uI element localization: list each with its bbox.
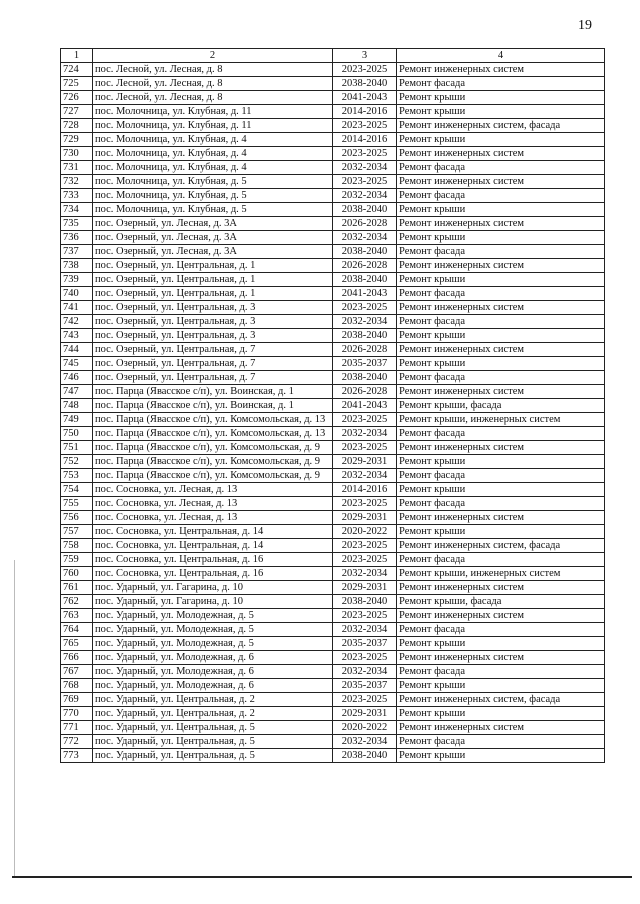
address-cell: пос. Сосновка, ул. Центральная, д. 16 bbox=[93, 567, 333, 581]
work-type-cell: Ремонт инженерных систем bbox=[397, 147, 605, 161]
address-cell: пос. Озерный, ул. Лесная, д. 3А bbox=[93, 231, 333, 245]
row-number: 764 bbox=[61, 623, 93, 637]
row-number: 739 bbox=[61, 273, 93, 287]
period-cell: 2014-2016 bbox=[333, 105, 397, 119]
row-number: 726 bbox=[61, 91, 93, 105]
row-number: 728 bbox=[61, 119, 93, 133]
period-cell: 2026-2028 bbox=[333, 385, 397, 399]
address-cell: пос. Озерный, ул. Центральная, д. 7 bbox=[93, 357, 333, 371]
address-cell: пос. Ударный, ул. Молодежная, д. 6 bbox=[93, 651, 333, 665]
work-type-cell: Ремонт фасада bbox=[397, 553, 605, 567]
table-row bbox=[61, 63, 605, 77]
address-cell: пос. Молочница, ул. Клубная, д. 5 bbox=[93, 189, 333, 203]
row-number: 773 bbox=[61, 749, 93, 763]
address-cell: пос. Ударный, ул. Молодежная, д. 6 bbox=[93, 679, 333, 693]
address-cell: пос. Сосновка, ул. Лесная, д. 13 bbox=[93, 511, 333, 525]
row-number: 738 bbox=[61, 259, 93, 273]
period-cell: 2023-2025 bbox=[333, 609, 397, 623]
row-number: 737 bbox=[61, 245, 93, 259]
row-number: 756 bbox=[61, 511, 93, 525]
table-row bbox=[61, 413, 605, 427]
repair-schedule-table bbox=[60, 48, 605, 763]
row-number: 751 bbox=[61, 441, 93, 455]
work-type-cell: Ремонт инженерных систем bbox=[397, 63, 605, 77]
work-type-cell: Ремонт крыши bbox=[397, 329, 605, 343]
address-cell: пос. Озерный, ул. Центральная, д. 1 bbox=[93, 273, 333, 287]
table-row bbox=[61, 133, 605, 147]
table-row bbox=[61, 567, 605, 581]
work-type-cell: Ремонт крыши bbox=[397, 637, 605, 651]
work-type-cell: Ремонт крыши bbox=[397, 483, 605, 497]
period-cell: 2038-2040 bbox=[333, 77, 397, 91]
row-number: 740 bbox=[61, 287, 93, 301]
row-number: 735 bbox=[61, 217, 93, 231]
work-type-cell: Ремонт крыши, инженерных систем bbox=[397, 567, 605, 581]
work-type-cell: Ремонт инженерных систем bbox=[397, 343, 605, 357]
work-type-cell: Ремонт инженерных систем bbox=[397, 259, 605, 273]
row-number: 761 bbox=[61, 581, 93, 595]
address-cell: пос. Ударный, ул. Центральная, д. 2 bbox=[93, 693, 333, 707]
work-type-cell: Ремонт инженерных систем bbox=[397, 385, 605, 399]
table-row bbox=[61, 539, 605, 553]
row-number: 753 bbox=[61, 469, 93, 483]
work-type-cell: Ремонт крыши, инженерных систем bbox=[397, 413, 605, 427]
period-cell: 2020-2022 bbox=[333, 525, 397, 539]
table-row bbox=[61, 287, 605, 301]
table-row bbox=[61, 511, 605, 525]
period-cell: 2032-2034 bbox=[333, 469, 397, 483]
work-type-cell: Ремонт инженерных систем bbox=[397, 175, 605, 189]
table-row bbox=[61, 189, 605, 203]
table-row bbox=[61, 497, 605, 511]
period-cell: 2038-2040 bbox=[333, 273, 397, 287]
scan-bottom-border bbox=[12, 876, 632, 878]
period-cell: 2032-2034 bbox=[333, 735, 397, 749]
work-type-cell: Ремонт крыши bbox=[397, 133, 605, 147]
row-number: 725 bbox=[61, 77, 93, 91]
period-cell: 2029-2031 bbox=[333, 511, 397, 525]
work-type-cell: Ремонт фасада bbox=[397, 287, 605, 301]
address-cell: пос. Парца (Явасское с/п), ул. Комсомольская, д. 13 bbox=[93, 427, 333, 441]
table-row bbox=[61, 651, 605, 665]
period-cell: 2038-2040 bbox=[333, 749, 397, 763]
table-row bbox=[61, 315, 605, 329]
address-cell: пос. Ударный, ул. Центральная, д. 5 bbox=[93, 735, 333, 749]
period-cell: 2023-2025 bbox=[333, 119, 397, 133]
period-cell: 2041-2043 bbox=[333, 287, 397, 301]
period-cell: 2038-2040 bbox=[333, 203, 397, 217]
table-row bbox=[61, 721, 605, 735]
row-number: 759 bbox=[61, 553, 93, 567]
work-type-cell: Ремонт фасада bbox=[397, 623, 605, 637]
table-row bbox=[61, 441, 605, 455]
address-cell: пос. Озерный, ул. Центральная, д. 3 bbox=[93, 329, 333, 343]
period-cell: 2032-2034 bbox=[333, 623, 397, 637]
work-type-cell: Ремонт инженерных систем, фасада bbox=[397, 693, 605, 707]
work-type-cell: Ремонт инженерных систем bbox=[397, 721, 605, 735]
address-cell: пос. Ударный, ул. Молодежная, д. 5 bbox=[93, 623, 333, 637]
work-type-cell: Ремонт крыши bbox=[397, 203, 605, 217]
table-row bbox=[61, 469, 605, 483]
address-cell: пос. Парца (Явасское с/п), ул. Комсомольская, д. 13 bbox=[93, 413, 333, 427]
period-cell: 2032-2034 bbox=[333, 189, 397, 203]
table-row bbox=[61, 357, 605, 371]
work-type-cell: Ремонт крыши, фасада bbox=[397, 595, 605, 609]
row-number: 758 bbox=[61, 539, 93, 553]
work-type-cell: Ремонт крыши bbox=[397, 749, 605, 763]
address-cell: пос. Озерный, ул. Центральная, д. 7 bbox=[93, 371, 333, 385]
period-cell: 2023-2025 bbox=[333, 441, 397, 455]
work-type-cell: Ремонт фасада bbox=[397, 497, 605, 511]
address-cell: пос. Сосновка, ул. Центральная, д. 16 bbox=[93, 553, 333, 567]
address-cell: пос. Молочница, ул. Клубная, д. 4 bbox=[93, 133, 333, 147]
period-cell: 2032-2034 bbox=[333, 161, 397, 175]
row-number: 768 bbox=[61, 679, 93, 693]
period-cell: 2032-2034 bbox=[333, 231, 397, 245]
row-number: 744 bbox=[61, 343, 93, 357]
work-type-cell: Ремонт крыши bbox=[397, 679, 605, 693]
work-type-cell: Ремонт крыши bbox=[397, 525, 605, 539]
row-number: 733 bbox=[61, 189, 93, 203]
address-cell: пос. Парца (Явасское с/п), ул. Воинская, д. 1 bbox=[93, 399, 333, 413]
work-type-cell: Ремонт крыши bbox=[397, 91, 605, 105]
address-cell: пос. Ударный, ул. Молодежная, д. 6 bbox=[93, 665, 333, 679]
table-row bbox=[61, 623, 605, 637]
period-cell: 2023-2025 bbox=[333, 175, 397, 189]
table-row bbox=[61, 735, 605, 749]
work-type-cell: Ремонт инженерных систем bbox=[397, 651, 605, 665]
address-cell: пос. Ударный, ул. Молодежная, д. 5 bbox=[93, 637, 333, 651]
period-cell: 2020-2022 bbox=[333, 721, 397, 735]
address-cell: пос. Сосновка, ул. Центральная, д. 14 bbox=[93, 525, 333, 539]
work-type-cell: Ремонт фасада bbox=[397, 665, 605, 679]
work-type-cell: Ремонт фасада bbox=[397, 735, 605, 749]
period-cell: 2029-2031 bbox=[333, 707, 397, 721]
table-row bbox=[61, 105, 605, 119]
row-number: 750 bbox=[61, 427, 93, 441]
row-number: 767 bbox=[61, 665, 93, 679]
table-row bbox=[61, 119, 605, 133]
table-row bbox=[61, 455, 605, 469]
period-cell: 2038-2040 bbox=[333, 245, 397, 259]
row-number: 741 bbox=[61, 301, 93, 315]
address-cell: пос. Сосновка, ул. Лесная, д. 13 bbox=[93, 497, 333, 511]
address-cell: пос. Озерный, ул. Центральная, д. 1 bbox=[93, 287, 333, 301]
address-cell: пос. Молочница, ул. Клубная, д. 11 bbox=[93, 119, 333, 133]
address-cell: пос. Озерный, ул. Центральная, д. 3 bbox=[93, 301, 333, 315]
address-cell: пос. Молочница, ул. Клубная, д. 5 bbox=[93, 203, 333, 217]
row-number: 746 bbox=[61, 371, 93, 385]
table-row bbox=[61, 371, 605, 385]
period-cell: 2023-2025 bbox=[333, 63, 397, 77]
header-row bbox=[61, 49, 605, 63]
period-cell: 2026-2028 bbox=[333, 343, 397, 357]
table-row bbox=[61, 161, 605, 175]
work-type-cell: Ремонт фасада bbox=[397, 427, 605, 441]
period-cell: 2038-2040 bbox=[333, 329, 397, 343]
table-row bbox=[61, 301, 605, 315]
table-row bbox=[61, 273, 605, 287]
table-row bbox=[61, 77, 605, 91]
table-row bbox=[61, 217, 605, 231]
table-row bbox=[61, 245, 605, 259]
table-row bbox=[61, 609, 605, 623]
row-number: 731 bbox=[61, 161, 93, 175]
address-cell: пос. Ударный, ул. Центральная, д. 5 bbox=[93, 721, 333, 735]
address-cell: пос. Парца (Явасское с/п), ул. Комсомольская, д. 9 bbox=[93, 441, 333, 455]
work-type-cell: Ремонт крыши bbox=[397, 273, 605, 287]
table-row bbox=[61, 147, 605, 161]
work-type-cell: Ремонт фасада bbox=[397, 469, 605, 483]
page-number: 19 bbox=[578, 18, 592, 33]
table-row bbox=[61, 693, 605, 707]
row-number: 755 bbox=[61, 497, 93, 511]
table-row bbox=[61, 175, 605, 189]
row-number: 749 bbox=[61, 413, 93, 427]
period-cell: 2035-2037 bbox=[333, 679, 397, 693]
period-cell: 2032-2034 bbox=[333, 427, 397, 441]
period-cell: 2023-2025 bbox=[333, 539, 397, 553]
address-cell: пос. Озерный, ул. Центральная, д. 1 bbox=[93, 259, 333, 273]
row-number: 757 bbox=[61, 525, 93, 539]
row-number: 743 bbox=[61, 329, 93, 343]
address-cell: пос. Молочница, ул. Клубная, д. 4 bbox=[93, 161, 333, 175]
table-row bbox=[61, 581, 605, 595]
table-row bbox=[61, 595, 605, 609]
period-cell: 2032-2034 bbox=[333, 567, 397, 581]
row-number: 747 bbox=[61, 385, 93, 399]
address-cell: пос. Ударный, ул. Молодежная, д. 5 bbox=[93, 609, 333, 623]
work-type-cell: Ремонт фасада bbox=[397, 371, 605, 385]
period-cell: 2029-2031 bbox=[333, 455, 397, 469]
address-cell: пос. Озерный, ул. Лесная, д. 3А bbox=[93, 217, 333, 231]
table-row bbox=[61, 259, 605, 273]
address-cell: пос. Парца (Явасское с/п), ул. Комсомольская, д. 9 bbox=[93, 455, 333, 469]
row-number: 770 bbox=[61, 707, 93, 721]
work-type-cell: Ремонт фасада bbox=[397, 245, 605, 259]
work-type-cell: Ремонт инженерных систем bbox=[397, 441, 605, 455]
table-row bbox=[61, 679, 605, 693]
row-number: 724 bbox=[61, 63, 93, 77]
work-type-cell: Ремонт фасада bbox=[397, 189, 605, 203]
period-cell: 2032-2034 bbox=[333, 665, 397, 679]
scan-edge-line bbox=[14, 560, 15, 876]
table-row bbox=[61, 525, 605, 539]
work-type-cell: Ремонт фасада bbox=[397, 161, 605, 175]
period-cell: 2041-2043 bbox=[333, 91, 397, 105]
work-type-cell: Ремонт крыши bbox=[397, 707, 605, 721]
row-number: 763 bbox=[61, 609, 93, 623]
address-cell: пос. Молочница, ул. Клубная, д. 5 bbox=[93, 175, 333, 189]
table-row bbox=[61, 343, 605, 357]
address-cell: пос. Озерный, ул. Лесная, д. 3А bbox=[93, 245, 333, 259]
work-type-cell: Ремонт инженерных систем bbox=[397, 301, 605, 315]
address-cell: пос. Молочница, ул. Клубная, д. 11 bbox=[93, 105, 333, 119]
table-row bbox=[61, 483, 605, 497]
work-type-cell: Ремонт инженерных систем bbox=[397, 581, 605, 595]
row-number: 766 bbox=[61, 651, 93, 665]
work-type-cell: Ремонт инженерных систем, фасада bbox=[397, 539, 605, 553]
period-cell: 2014-2016 bbox=[333, 483, 397, 497]
row-number: 752 bbox=[61, 455, 93, 469]
period-cell: 2023-2025 bbox=[333, 651, 397, 665]
header-cell: 1 bbox=[61, 49, 93, 63]
address-cell: пос. Молочница, ул. Клубная, д. 4 bbox=[93, 147, 333, 161]
work-type-cell: Ремонт фасада bbox=[397, 315, 605, 329]
address-cell: пос. Парца (Явасское с/п), ул. Комсомольская, д. 9 bbox=[93, 469, 333, 483]
period-cell: 2023-2025 bbox=[333, 413, 397, 427]
period-cell: 2038-2040 bbox=[333, 595, 397, 609]
table-row bbox=[61, 399, 605, 413]
row-number: 730 bbox=[61, 147, 93, 161]
table-row bbox=[61, 329, 605, 343]
period-cell: 2035-2037 bbox=[333, 357, 397, 371]
period-cell: 2014-2016 bbox=[333, 133, 397, 147]
period-cell: 2026-2028 bbox=[333, 217, 397, 231]
table-row bbox=[61, 553, 605, 567]
table-row bbox=[61, 749, 605, 763]
header-cell: 3 bbox=[333, 49, 397, 63]
row-number: 732 bbox=[61, 175, 93, 189]
period-cell: 2023-2025 bbox=[333, 553, 397, 567]
table-row bbox=[61, 231, 605, 245]
period-cell: 2023-2025 bbox=[333, 147, 397, 161]
period-cell: 2029-2031 bbox=[333, 581, 397, 595]
address-cell: пос. Ударный, ул. Центральная, д. 2 bbox=[93, 707, 333, 721]
address-cell: пос. Озерный, ул. Центральная, д. 7 bbox=[93, 343, 333, 357]
work-type-cell: Ремонт инженерных систем bbox=[397, 511, 605, 525]
period-cell: 2032-2034 bbox=[333, 315, 397, 329]
address-cell: пос. Парца (Явасское с/п), ул. Воинская, д. 1 bbox=[93, 385, 333, 399]
address-cell: пос. Лесной, ул. Лесная, д. 8 bbox=[93, 63, 333, 77]
period-cell: 2023-2025 bbox=[333, 301, 397, 315]
row-number: 748 bbox=[61, 399, 93, 413]
period-cell: 2035-2037 bbox=[333, 637, 397, 651]
row-number: 771 bbox=[61, 721, 93, 735]
row-number: 745 bbox=[61, 357, 93, 371]
address-cell: пос. Ударный, ул. Центральная, д. 5 bbox=[93, 749, 333, 763]
row-number: 772 bbox=[61, 735, 93, 749]
address-cell: пос. Ударный, ул. Гагарина, д. 10 bbox=[93, 595, 333, 609]
table-row bbox=[61, 707, 605, 721]
table-row bbox=[61, 427, 605, 441]
row-number: 727 bbox=[61, 105, 93, 119]
work-type-cell: Ремонт инженерных систем bbox=[397, 609, 605, 623]
row-number: 734 bbox=[61, 203, 93, 217]
work-type-cell: Ремонт крыши, фасада bbox=[397, 399, 605, 413]
header-cell: 2 bbox=[93, 49, 333, 63]
address-cell: пос. Озерный, ул. Центральная, д. 3 bbox=[93, 315, 333, 329]
table-row bbox=[61, 665, 605, 679]
address-cell: пос. Лесной, ул. Лесная, д. 8 bbox=[93, 91, 333, 105]
address-cell: пос. Ударный, ул. Гагарина, д. 10 bbox=[93, 581, 333, 595]
row-number: 762 bbox=[61, 595, 93, 609]
row-number: 736 bbox=[61, 231, 93, 245]
row-number: 765 bbox=[61, 637, 93, 651]
table-row bbox=[61, 203, 605, 217]
address-cell: пос. Сосновка, ул. Центральная, д. 14 bbox=[93, 539, 333, 553]
period-cell: 2023-2025 bbox=[333, 497, 397, 511]
table-body bbox=[61, 63, 605, 763]
address-cell: пос. Сосновка, ул. Лесная, д. 13 bbox=[93, 483, 333, 497]
work-type-cell: Ремонт крыши bbox=[397, 455, 605, 469]
table-row bbox=[61, 385, 605, 399]
work-type-cell: Ремонт крыши bbox=[397, 105, 605, 119]
work-type-cell: Ремонт фасада bbox=[397, 77, 605, 91]
period-cell: 2041-2043 bbox=[333, 399, 397, 413]
period-cell: 2026-2028 bbox=[333, 259, 397, 273]
table-row bbox=[61, 91, 605, 105]
work-type-cell: Ремонт инженерных систем, фасада bbox=[397, 119, 605, 133]
row-number: 754 bbox=[61, 483, 93, 497]
work-type-cell: Ремонт инженерных систем bbox=[397, 217, 605, 231]
row-number: 769 bbox=[61, 693, 93, 707]
row-number: 742 bbox=[61, 315, 93, 329]
period-cell: 2023-2025 bbox=[333, 693, 397, 707]
header-cell: 4 bbox=[397, 49, 605, 63]
address-cell: пос. Лесной, ул. Лесная, д. 8 bbox=[93, 77, 333, 91]
period-cell: 2038-2040 bbox=[333, 371, 397, 385]
work-type-cell: Ремонт крыши bbox=[397, 357, 605, 371]
table-row bbox=[61, 637, 605, 651]
row-number: 729 bbox=[61, 133, 93, 147]
row-number: 760 bbox=[61, 567, 93, 581]
work-type-cell: Ремонт крыши bbox=[397, 231, 605, 245]
